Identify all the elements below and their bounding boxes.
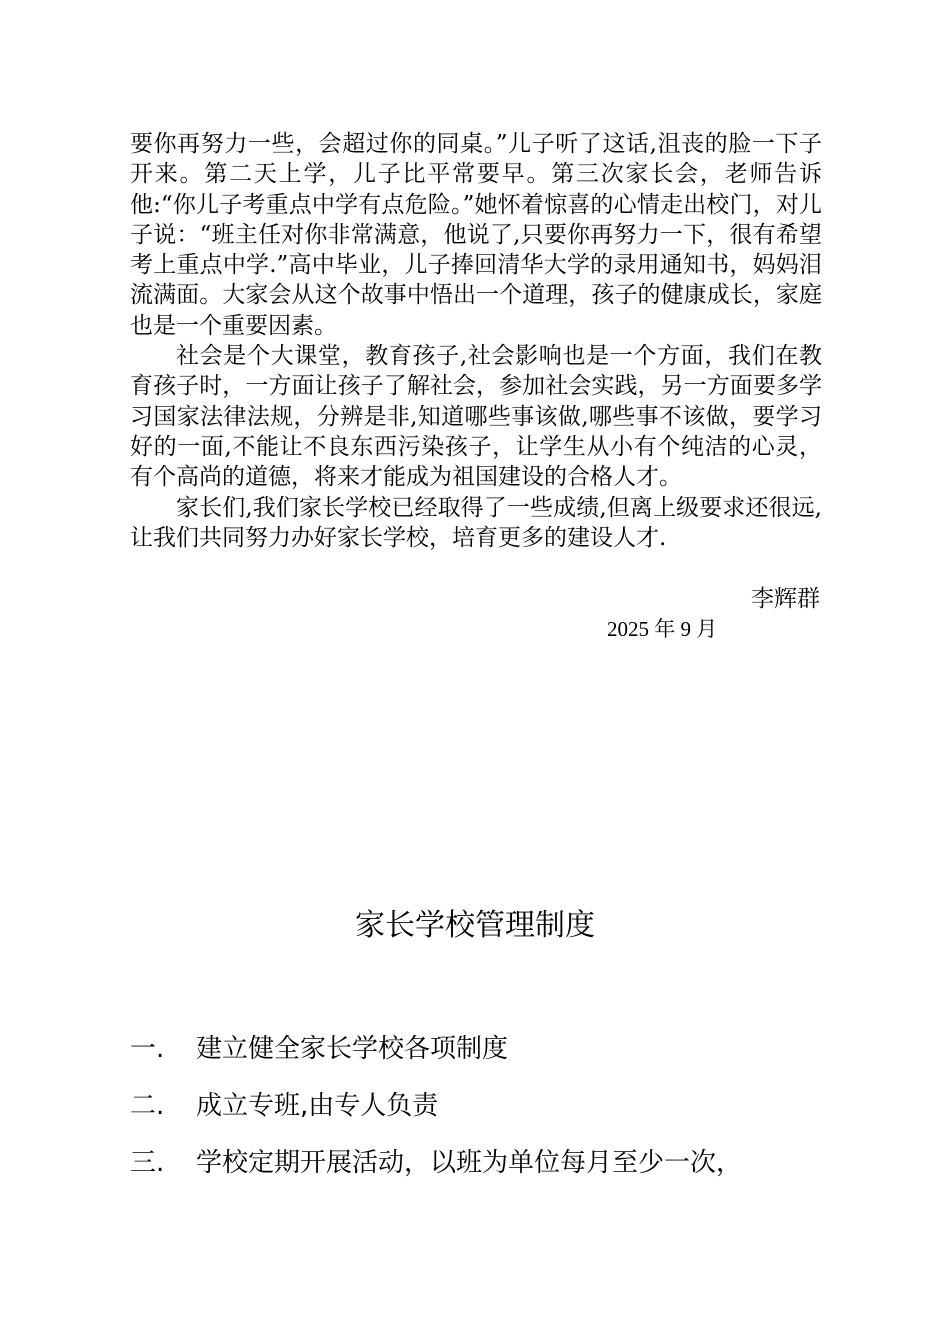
letter-signature: 李辉群 [751,586,820,612]
letter-date: 2025 年 9 月 [607,617,718,641]
list-item [130,1075,830,1132]
section-title: 家长学校管理制度 [355,908,595,943]
rule-list [130,1018,830,1189]
letter-paragraph-1: 要你再努力一些，会超过你的同桌。”儿子听了这话,沮丧的脸一下子开来。第二天上学，儿子比平常要早。第三次家长会，老师告诉他:“你儿子考重点中学有点危险。”她怀着惊喜的心情走出校门，对儿子说：“班主任对你非常满意，他说了,只要你再努力一下，很有希望考上重点中学.”高中毕业，儿子捧回清华大学的录用通知书，妈妈泪流满面。大家会从这个故事中悟出一个道理，孩子的健康成长，家庭也是一个重要因素。 [130,131,822,339]
letter-body [130,129,822,553]
letter-paragraph-3: 家长们,我们家长学校已经取得了一些成绩,但离上级要求还很远,让我们共同努力办好家长学校，培育更多的建设人才. [130,494,822,551]
list-item-text: 成立专班,由专人负责 [196,1091,439,1121]
list-item-text: 学校定期开展活动，以班为单位每月至少一次， [196,1148,743,1178]
list-item-number: 二. [130,1091,165,1121]
list-item [130,1132,830,1189]
list-item-number: 三. [130,1148,165,1178]
list-item-number: 一. [130,1034,165,1064]
list-item-text: 建立健全家长学校各项制度 [196,1034,509,1064]
letter-paragraph-2: 社会是个大课堂，教育孩子,社会影响也是一个方面，我们在教育孩子时，一方面让孩子了解社会，参加社会实践，另一方面要多学习国家法律法规，分辨是非,知道哪些事该做,哪些事不该做，要学习好的一面,不能让不良东西污染孩子，让学生从小有个纯洁的心灵，有个高尚的道德，将来才能成为祖国建设的合格人才。 [130,343,822,491]
list-item [130,1018,830,1075]
